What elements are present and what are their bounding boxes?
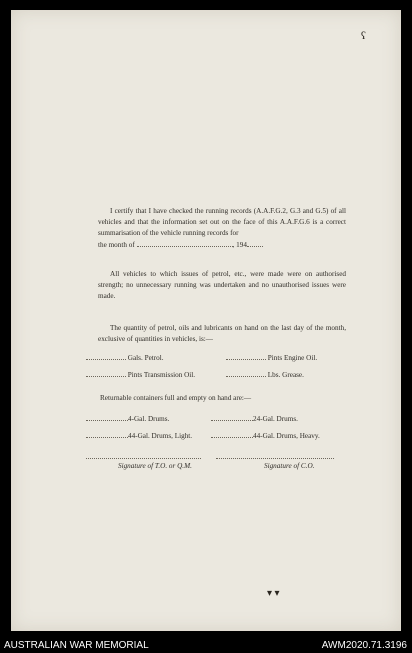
signature-co-label: Signature of C.O. bbox=[264, 462, 315, 470]
institution-name: AUSTRALIAN WAR MEMORIAL bbox=[4, 640, 149, 651]
drums-44gal-heavy-label: 44-Gal. Drums, Heavy. bbox=[253, 432, 320, 440]
accession-number: AWM2020.71.3196 bbox=[321, 640, 407, 651]
drums-44gal-light-label: 44-Gal. Drums, Light. bbox=[128, 432, 193, 440]
authorised-paragraph bbox=[98, 269, 346, 302]
authorised-text: All vehicles to which issues of petrol, etc., were made were on authorised strength; no unnecessary running was undertaken and no unauthorised issues were made. bbox=[98, 270, 346, 300]
month-year: , 194 bbox=[232, 241, 247, 249]
containers-heading bbox=[100, 393, 251, 404]
drums-4gal-blank[interactable] bbox=[86, 413, 128, 421]
drums-24gal-blank[interactable] bbox=[211, 413, 253, 421]
item-pints-engine-oil bbox=[226, 352, 317, 364]
ink-mark-bottom: ▾ ▾ bbox=[267, 588, 280, 599]
archive-footer bbox=[0, 637, 412, 653]
transmission-oil-label: Pints Transmission Oil. bbox=[127, 371, 196, 379]
engine-oil-label: Pints Engine Oil. bbox=[267, 354, 318, 362]
drums-44gal-heavy-blank[interactable] bbox=[211, 430, 253, 438]
certification-paragraph bbox=[98, 206, 346, 251]
signature-to-label: Signature of T.O. or Q.M. bbox=[118, 462, 192, 470]
certification-text: I certify that I have checked the running records (A.A.F.G.2, G.3 and G.5) of all vehicles and that the information set out on the face of this A.A.F.G.6 is a correct summarisation of the vehicle running records for bbox=[98, 207, 346, 237]
item-gals-petrol bbox=[86, 352, 164, 364]
transmission-oil-blank[interactable] bbox=[86, 369, 126, 377]
quantity-text: The quantity of petrol, oils and lubricants on hand on the last day of the month, exclusive of quantities in vehicles, is:— bbox=[98, 324, 346, 343]
item-44gal-drums-heavy bbox=[211, 430, 320, 442]
item-lbs-grease bbox=[226, 369, 304, 381]
containers-heading-text: Returnable containers full and empty on hand are:— bbox=[100, 394, 252, 402]
month-prefix: the month of bbox=[98, 241, 135, 249]
grease-label: Lbs. Grease. bbox=[267, 371, 304, 379]
year-blank[interactable] bbox=[247, 239, 263, 247]
drums-24gal-label: 24-Gal. Drums. bbox=[253, 415, 298, 423]
gals-petrol-label: Gals. Petrol. bbox=[127, 354, 164, 362]
drums-4gal-label: 4-Gal. Drums. bbox=[128, 415, 170, 423]
quantity-paragraph bbox=[98, 323, 346, 345]
month-blank[interactable] bbox=[137, 239, 233, 247]
engine-oil-blank[interactable] bbox=[226, 352, 266, 360]
item-4gal-drums bbox=[86, 413, 169, 425]
month-line bbox=[98, 239, 346, 251]
ink-mark-top-right: ʕ bbox=[361, 30, 366, 42]
drums-44gal-light-blank[interactable] bbox=[86, 430, 128, 438]
item-44gal-drums-light bbox=[86, 430, 192, 442]
item-24gal-drums bbox=[211, 413, 298, 425]
document-page bbox=[11, 10, 401, 631]
item-pints-transmission-oil bbox=[86, 369, 195, 381]
signature-to-line[interactable] bbox=[86, 458, 201, 459]
grease-blank[interactable] bbox=[226, 369, 266, 377]
signature-co-line[interactable] bbox=[216, 458, 334, 459]
gals-petrol-blank[interactable] bbox=[86, 352, 126, 360]
